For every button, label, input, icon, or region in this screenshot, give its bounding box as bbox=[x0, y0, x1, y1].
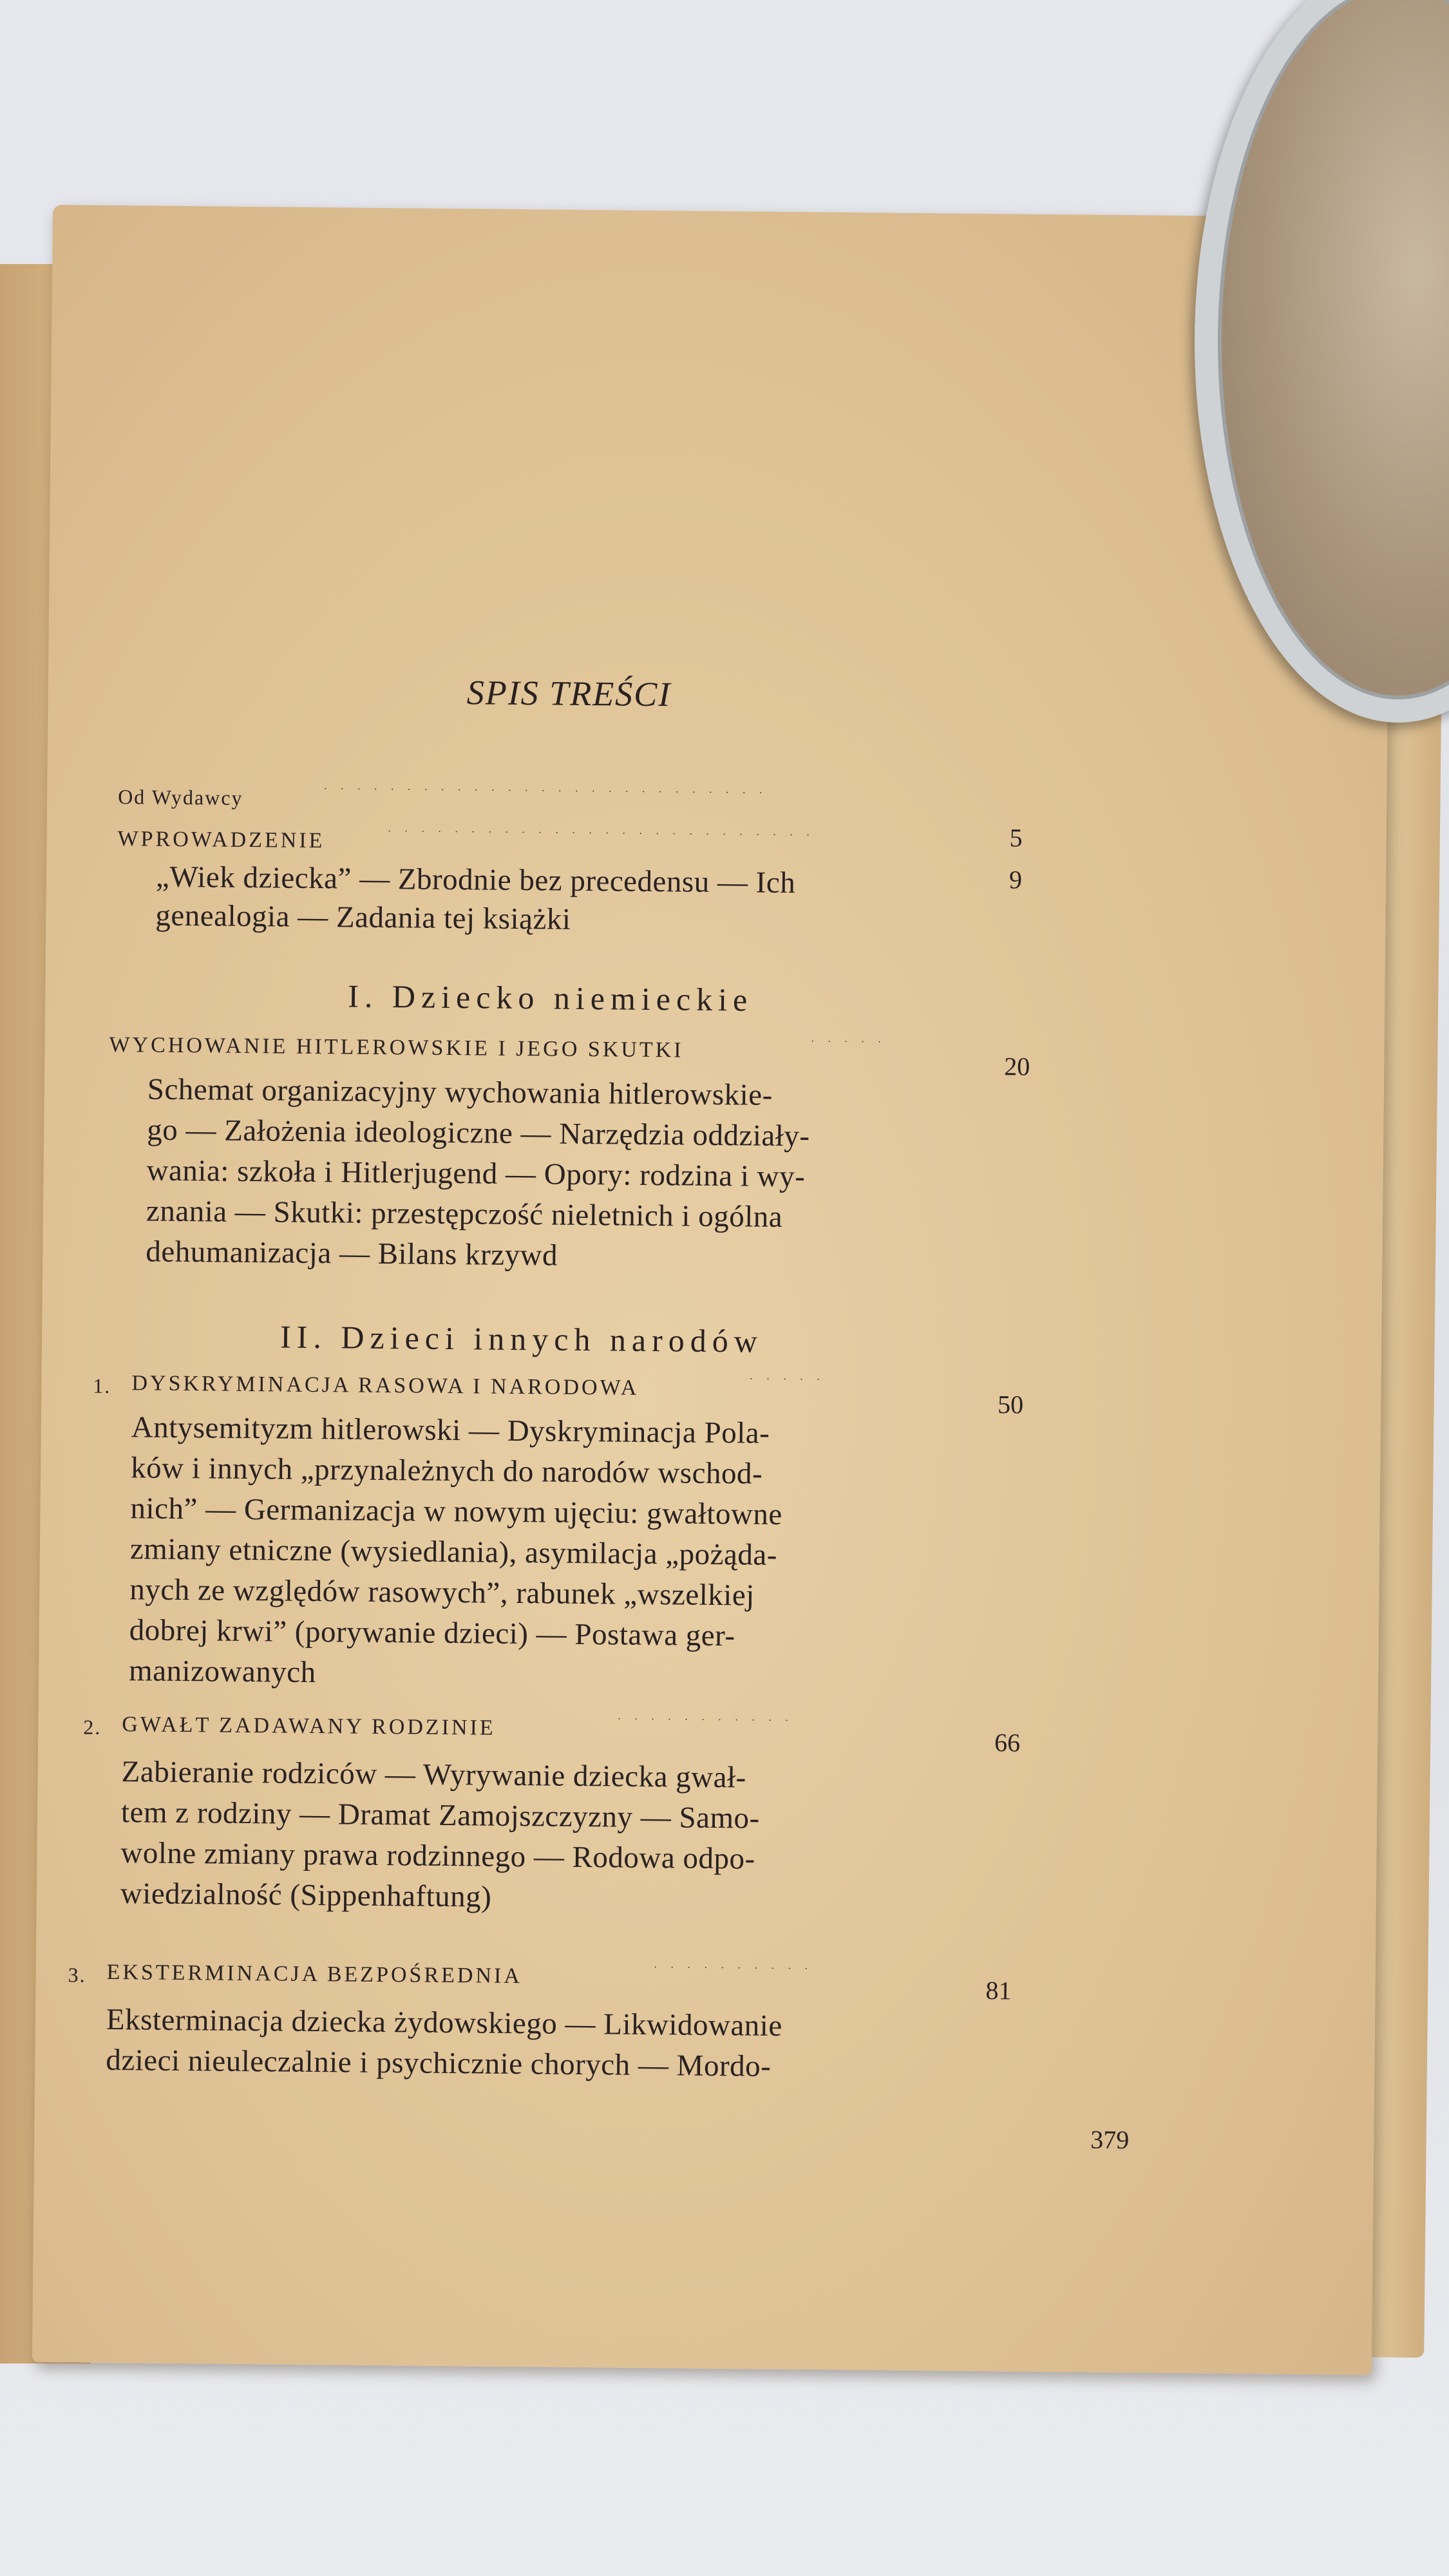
toc-entry-description-line: wiedzialność (Sippenhaftung) bbox=[120, 1877, 492, 1914]
toc-entry-number: 2. bbox=[83, 1715, 102, 1739]
toc-entry-description-line: ków i innych „przynależnych do narodów wschod- bbox=[130, 1451, 763, 1491]
toc-entry-description-line: nych ze względów rasowych”, rabunek „wszelkiej bbox=[129, 1573, 755, 1613]
toc-entry-label: Od Wydawcy bbox=[118, 785, 243, 810]
toc-page-number: 50 bbox=[997, 1390, 1024, 1419]
toc-entry-description-line: dobrej krwi” (porywanie dzieci) — Postawa ger- bbox=[129, 1613, 735, 1653]
toc-leader: ..... bbox=[750, 1370, 834, 1383]
toc-entry-description-line: znania — Skutki: przestępczość nieletnich i ogólna bbox=[146, 1194, 783, 1234]
toc-leader: .......... bbox=[654, 1959, 822, 1972]
toc-page-number: 66 bbox=[994, 1728, 1021, 1757]
toc-entry-description-line: manizowanych bbox=[128, 1654, 316, 1690]
toc-page-number: 81 bbox=[985, 1976, 1012, 2005]
toc-entry-label: WYCHOWANIE HITLEROWSKIE I JEGO SKUTKI bbox=[109, 1032, 684, 1063]
toc-entry-description-line: Antysemityzm hitlerowski — Dyskryminacja Pola- bbox=[131, 1410, 770, 1450]
section-heading: II. Dzieci innych narodów bbox=[279, 1318, 764, 1359]
toc-entry-description-line: nich” — Germanizacja w nowym ujęciu: gwałtowne bbox=[130, 1492, 783, 1531]
toc-entry-description-line: zmiany etniczne (wysiedlania), asymilacja „pożąda- bbox=[129, 1532, 778, 1572]
toc-entry-description-line: go — Założenia ideologiczne — Narzędzia oddziały- bbox=[146, 1113, 810, 1153]
toc-leader: ........................... bbox=[324, 781, 777, 796]
toc-leader: ........... bbox=[618, 1710, 802, 1724]
toc-entry-description-line: Zabieranie rodziców — Wyrywanie dziecka gwał- bbox=[121, 1755, 746, 1795]
toc-entry-label: WPROWADZENIE bbox=[117, 827, 325, 853]
toc-entry-description-line: tem z rodziny — Dramat Zamojszczyzny — Samo- bbox=[120, 1795, 760, 1835]
toc-page-number: 9 bbox=[1009, 865, 1023, 895]
book-page bbox=[32, 205, 1392, 2375]
toc-leader: ..... bbox=[811, 1033, 895, 1045]
toc-entry-number: 3. bbox=[68, 1963, 86, 1987]
toc-leader: .......................... bbox=[388, 823, 824, 838]
toc-title: SPIS TREŚCI bbox=[466, 673, 672, 714]
toc-entry-label: EKSTERMINACJA BEZPOŚREDNIA bbox=[106, 1960, 523, 1989]
toc-entry-label: DYSKRYMINACJA RASOWA I NARODOWA bbox=[131, 1371, 639, 1400]
page-number: 379 bbox=[1090, 2125, 1130, 2155]
toc-entry-description-line: Schemat organizacyjny wychowania hitlerowskie- bbox=[147, 1072, 773, 1112]
toc-entry-description-line: genealogia — Zadania tej książki bbox=[155, 898, 571, 936]
toc-entry-description-line: dzieci nieuleczalnie i psychicznie chorych — Mordo- bbox=[106, 2043, 772, 2083]
toc-entry-description-line: wania: szkoła i Hitlerjugend — Opory: rodzina i wy- bbox=[146, 1153, 806, 1194]
toc-entry-description-line: wolne zmiany prawa rodzinnego — Rodowa odpo- bbox=[120, 1836, 755, 1876]
toc-entry-description-line: „Wiek dziecka” — Zbrodnie bez precedensu — Ich bbox=[155, 860, 796, 900]
section-heading: I. Dziecko niemieckie bbox=[347, 978, 753, 1018]
toc-page-number: 20 bbox=[1004, 1052, 1030, 1081]
toc-entry-description-line: dehumanizacja — Bilans krzywd bbox=[146, 1235, 558, 1273]
toc-page-number: 5 bbox=[1009, 823, 1023, 853]
toc-entry-description-line: Eksterminacja dziecka żydowskiego — Likwidowanie bbox=[106, 2002, 782, 2043]
toc-entry-number: 1. bbox=[93, 1374, 111, 1397]
toc-entry-label: GWAŁT ZADAWANY RODZINIE bbox=[122, 1712, 496, 1740]
